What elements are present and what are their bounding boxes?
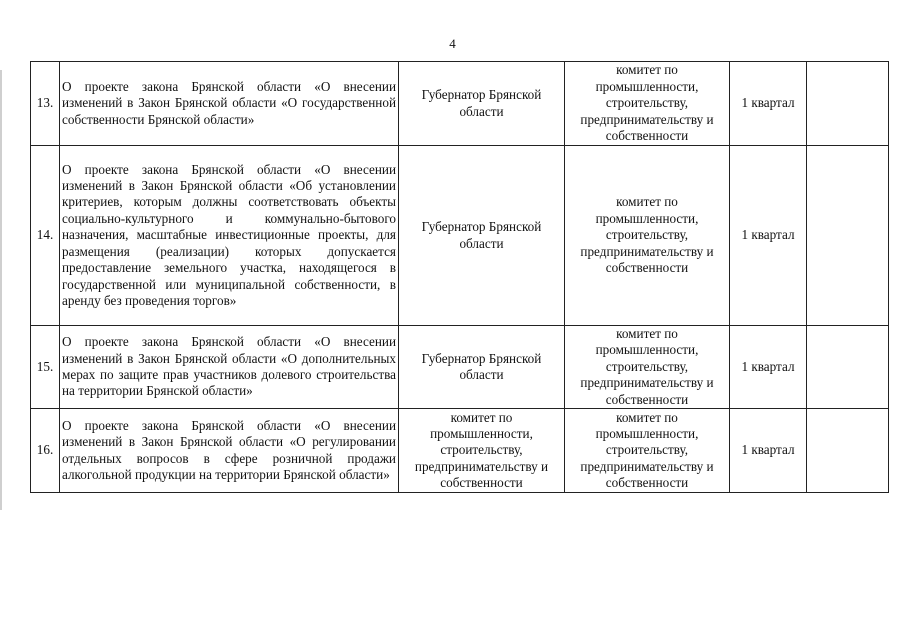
row-term: 1 квартал	[730, 409, 807, 493]
row-responsible: комитет по промышленности, строительству, предпринимательству и собственности	[565, 326, 730, 409]
row-title: О проекте закона Брянской области «О внесении изменений в Закон Брянской области «О регулировании отдельных вопросов в сфере розничной продажи алкогольной продукции на территории Брянской области»	[60, 409, 399, 493]
table-row	[31, 409, 889, 493]
row-number: 16.	[31, 409, 60, 493]
row-note	[807, 409, 889, 493]
row-term: 1 квартал	[730, 326, 807, 409]
table-row	[31, 326, 889, 409]
row-responsible: комитет по промышленности, строительству, предпринимательству и собственности	[565, 146, 730, 326]
scan-edge-mark	[0, 70, 2, 510]
row-title: О проекте закона Брянской области «О внесении изменений в Закон Брянской области «Об установлении критериев, которым должны соответствовать объекты социально-культурного и коммунально-бытового назначения, масштабные инвестиционные проекты, для размещения (реализации) которых допускается предоставление земельного участка, находящегося в государственной или муниципальной собственности, в аренду без проведения торгов»	[60, 146, 399, 326]
plan-table	[30, 61, 889, 493]
row-title: О проекте закона Брянской области «О внесении изменений в Закон Брянской области «О государственной собственности Брянской области»	[60, 62, 399, 146]
row-number: 15.	[31, 326, 60, 409]
page-number: 4	[449, 36, 456, 51]
row-responsible: комитет по промышленности, строительству, предпринимательству и собственности	[565, 62, 730, 146]
table-row	[31, 146, 889, 326]
row-number: 13.	[31, 62, 60, 146]
row-initiator: Губернатор Брянской области	[399, 326, 565, 409]
row-responsible: комитет по промышленности, строительству, предпринимательству и собственности	[565, 409, 730, 493]
row-title: О проекте закона Брянской области «О внесении изменений в Закон Брянской области «О дополнительных мерах по защите прав участников долевого строительства на территории Брянской области»	[60, 326, 399, 409]
row-initiator: комитет по промышленности, строительству, предпринимательству и собственности	[399, 409, 565, 493]
row-note	[807, 326, 889, 409]
row-term: 1 квартал	[730, 62, 807, 146]
row-initiator: Губернатор Брянской области	[399, 62, 565, 146]
row-number: 14.	[31, 146, 60, 326]
row-note	[807, 146, 889, 326]
row-term: 1 квартал	[730, 146, 807, 326]
table-row	[31, 62, 889, 146]
row-note	[807, 62, 889, 146]
row-initiator: Губернатор Брянской области	[399, 146, 565, 326]
